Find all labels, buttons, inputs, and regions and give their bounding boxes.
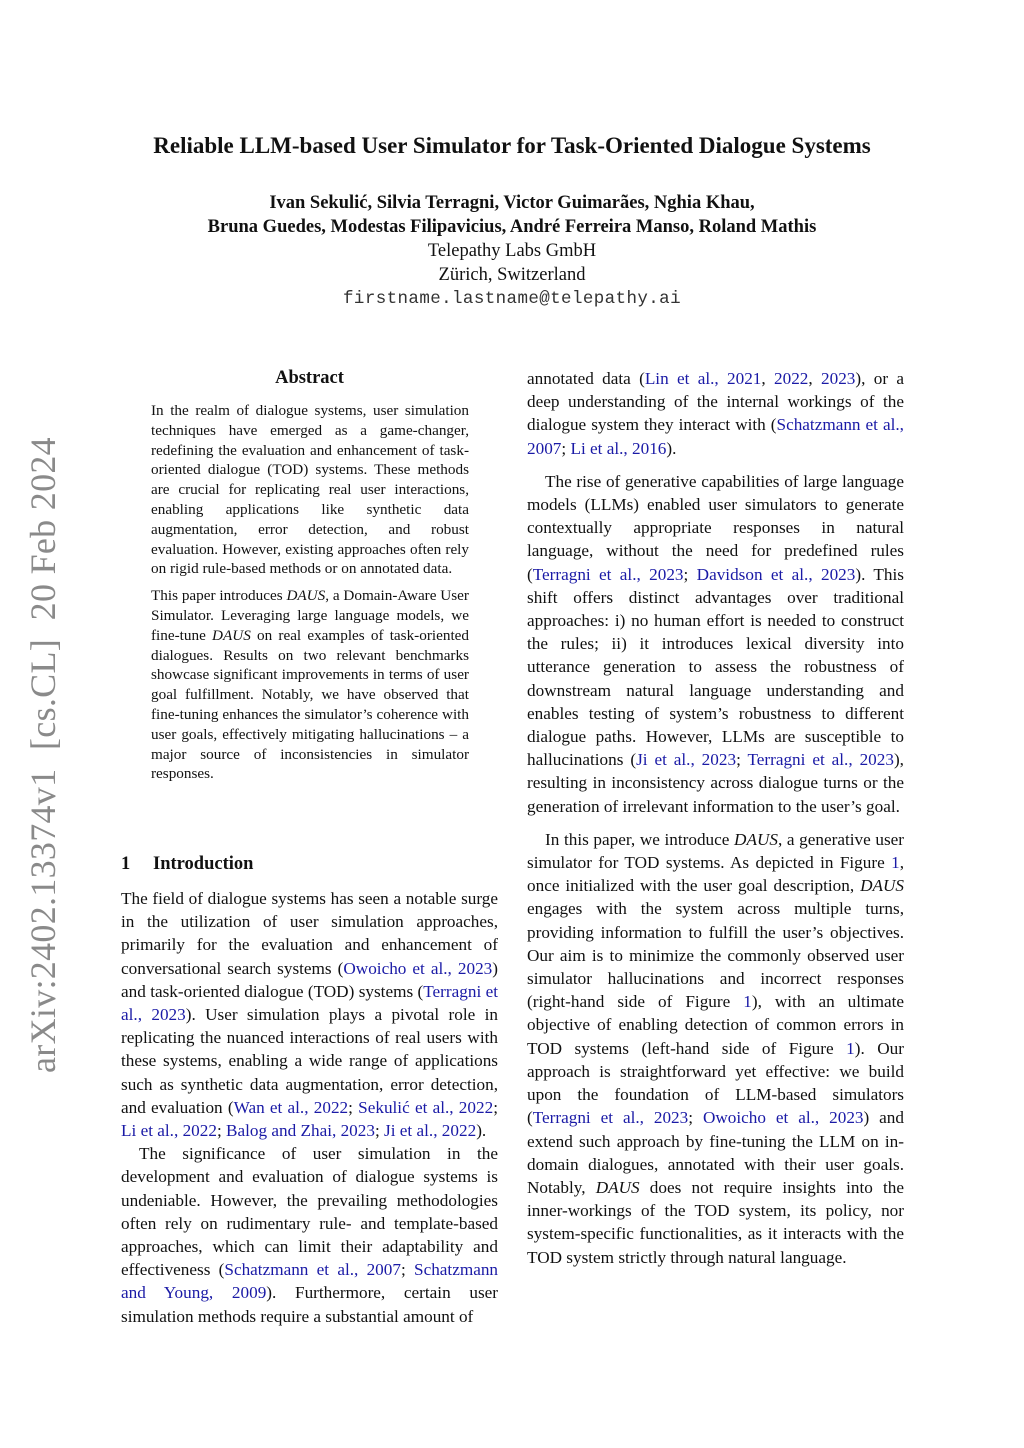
authors-line-1: Ivan Sekulić, Silvia Terragni, Victor Guimarães, Nghia Khau, bbox=[269, 193, 755, 213]
intro-paragraph-2-continued: annotated data (Lin et al., 2021, 2022, 2023), or a deep understanding of the internal workings of the dialogue system they interact with (Schatzmann et al., 2007; Li et al., 2016). bbox=[527, 369, 905, 458]
arxiv-identifier[interactable]: arXiv:2402.13374v1 [cs.CL] 20 Feb 2024 bbox=[23, 437, 63, 1073]
left-column-text bbox=[121, 887, 498, 1328]
affiliation-city: Zürich, Switzerland bbox=[438, 265, 586, 285]
citation-link[interactable]: Terragni et al., 2023 bbox=[532, 564, 684, 584]
citation-link[interactable]: Balog and Zhai, 2023 bbox=[226, 1121, 375, 1141]
abstract-body bbox=[151, 401, 469, 784]
abstract-paragraph-2: This paper introduces DAUS, a Domain-Aware User Simulator. Leveraging large language models, we fine-tune DAUS on real examples of task-oriented dialogues. Results on two relevant benchmarks showcase significant improvements in terms of user goal fulfillment. Notably, we have observed that fine-tuning enhances the simulator’s coherence with user goals, effectively mitigating hallucinations – a major source of inconsistencies in simulator responses. bbox=[151, 587, 469, 783]
section-heading-introduction bbox=[121, 852, 498, 876]
citation-link[interactable]: Li et al., 2022 bbox=[121, 1121, 217, 1141]
daus-name: DAUS bbox=[595, 1177, 640, 1197]
section-number: 1 bbox=[121, 854, 131, 874]
citation-link[interactable]: 2022 bbox=[774, 369, 809, 388]
figure-reference-link[interactable]: 1 bbox=[743, 992, 752, 1012]
affiliation-org: Telepathy Labs GmbH bbox=[427, 241, 597, 261]
citation-link[interactable]: Terragni et al., 2023 bbox=[121, 981, 498, 1025]
right-column-text bbox=[527, 367, 904, 1269]
daus-name: DAUS bbox=[286, 587, 326, 605]
paper-title: Reliable LLM-based User Simulator for Task-Oriented Dialogue Systems bbox=[153, 133, 871, 158]
abstract-paragraph-1: In the realm of dialogue systems, user simulation techniques have emerged as a game-changer, redefining the evaluation and enhancement of task-oriented dialogue (TOD) systems. These methods are crucial for replicating real user interactions, enabling applications like synthetic data augmentation, error detection, and robust evaluation. However, existing approaches often rely on rigid rule-based methods or on annotated data. bbox=[151, 402, 469, 578]
citation-link[interactable]: Wan et al., 2022 bbox=[233, 1097, 349, 1117]
abstract-heading: Abstract bbox=[275, 368, 344, 388]
citation-link[interactable]: Ji et al., 2022 bbox=[384, 1121, 477, 1141]
figure-reference-link[interactable]: 1 bbox=[891, 853, 900, 873]
arxiv-side-stamp bbox=[12, 437, 74, 1073]
author-block bbox=[80, 191, 944, 311]
intro-paragraph-4: In this paper, we introduce DAUS, a generative user simulator for TOD systems. As depicted in Figure 1, once initialized with the user goal description, DAUS engages with the system across multiple turns, providing information to fulfill the user’s objectives. Our aim is to minimize the commonly observed user simulator hallucinations and incorrect responses (right-hand side of Figure 1), with an ultimate objective of enabling detection of common errors in TOD systems (left-hand side of Figure 1). Our approach is straightforward yet effective: we build upon the foundation of LLM-based simulators (Terragni et al., 2023; Owoicho et al., 2023) and extend such approach by fine-tuning the LLM on in-domain dialogues, annotated with their user goals. Notably, DAUS does not require insights into the inner-workings of the TOD system, its policy, nor system-specific functionalities, as it interacts with the TOD system strictly through natural language. bbox=[527, 829, 904, 1267]
citation-link[interactable]: Lin et al., 2021 bbox=[644, 369, 762, 388]
citation-link[interactable]: Terragni et al., 2023 bbox=[532, 1108, 689, 1128]
citation-link[interactable]: Owoicho et al., 2023 bbox=[702, 1108, 864, 1128]
intro-paragraph-2-start: The significance of user simulation in the development and evaluation of dialogue systems is undeniable. However, the prevailing methodologies often rely on rudimentary rule- and template-based approaches, which can limit their adaptability and effectiveness (Schatzmann et al., 2007; Schatzmann and Young, 2009). Furthermore, certain user simulation methods require a substantial amount of bbox=[121, 1144, 499, 1326]
citation-link[interactable]: Schatzmann and Young, 2009 bbox=[121, 1260, 499, 1303]
citation-link[interactable]: Terragni et al., 2023 bbox=[747, 750, 894, 770]
citation-link[interactable]: Li et al., 2016 bbox=[570, 438, 667, 458]
daus-name: DAUS bbox=[734, 829, 778, 849]
citation-link[interactable]: Schatzmann et al., 2007 bbox=[224, 1260, 401, 1280]
figure-reference-link[interactable]: 1 bbox=[846, 1038, 855, 1058]
citation-link[interactable]: 2023 bbox=[821, 369, 856, 388]
author-email: firstname.lastname@telepathy.ai bbox=[343, 289, 681, 309]
citation-link[interactable]: Davidson et al., 2023 bbox=[696, 564, 856, 584]
authors-line-2: Bruna Guedes, Modestas Filipavicius, André Ferreira Manso, Roland Mathis bbox=[207, 217, 817, 237]
citation-link[interactable]: Schatzmann et al., 2007 bbox=[527, 415, 904, 458]
daus-name: DAUS bbox=[212, 626, 251, 644]
daus-name: DAUS bbox=[860, 876, 904, 896]
intro-paragraph-1: The field of dialogue systems has seen a notable surge in the utilization of user simulation approaches, primarily for the evaluation and enhancement of conversational search systems (Owoicho et al., 2023) and task-oriented dialogue (TOD) systems (Terragni et al., 2023). User simulation plays a pivotal role in replicating the nuanced interactions of real users with these systems, enabling a wide range of applications such as synthetic data augmentation, error detection, and evaluation (Wan et al., 2022; Sekulić et al., 2022; Li et al., 2022; Balog and Zhai, 2023; Ji et al., 2022). bbox=[121, 889, 498, 1141]
citation-link[interactable]: Owoicho et al., 2023 bbox=[343, 958, 493, 978]
citation-link[interactable]: Ji et al., 2023 bbox=[636, 750, 737, 770]
intro-paragraph-3: The rise of generative capabilities of large language models (LLMs) enabled user simulators to generate contextually appropriate responses in natural language, without the need for predefined rules (Terragni et al., 2023; Davidson et al., 2023). This shift offers distinct advantages over traditional approaches: i) no human effort is needed to construct the rules; ii) it introduces lexical diversity into utterance generation to assess the robustness of downstream natural language understanding and enables testing of system’s robustness to different dialogue paths. However, LLMs are susceptible to hallucinations (Ji et al., 2023; Terragni et al., 2023), resulting in inconsistency across dialogue turns or the generation of irrelevant information to the user’s goal. bbox=[527, 471, 904, 816]
citation-link[interactable]: Sekulić et al., 2022 bbox=[358, 1097, 494, 1117]
section-title: Introduction bbox=[153, 854, 254, 874]
